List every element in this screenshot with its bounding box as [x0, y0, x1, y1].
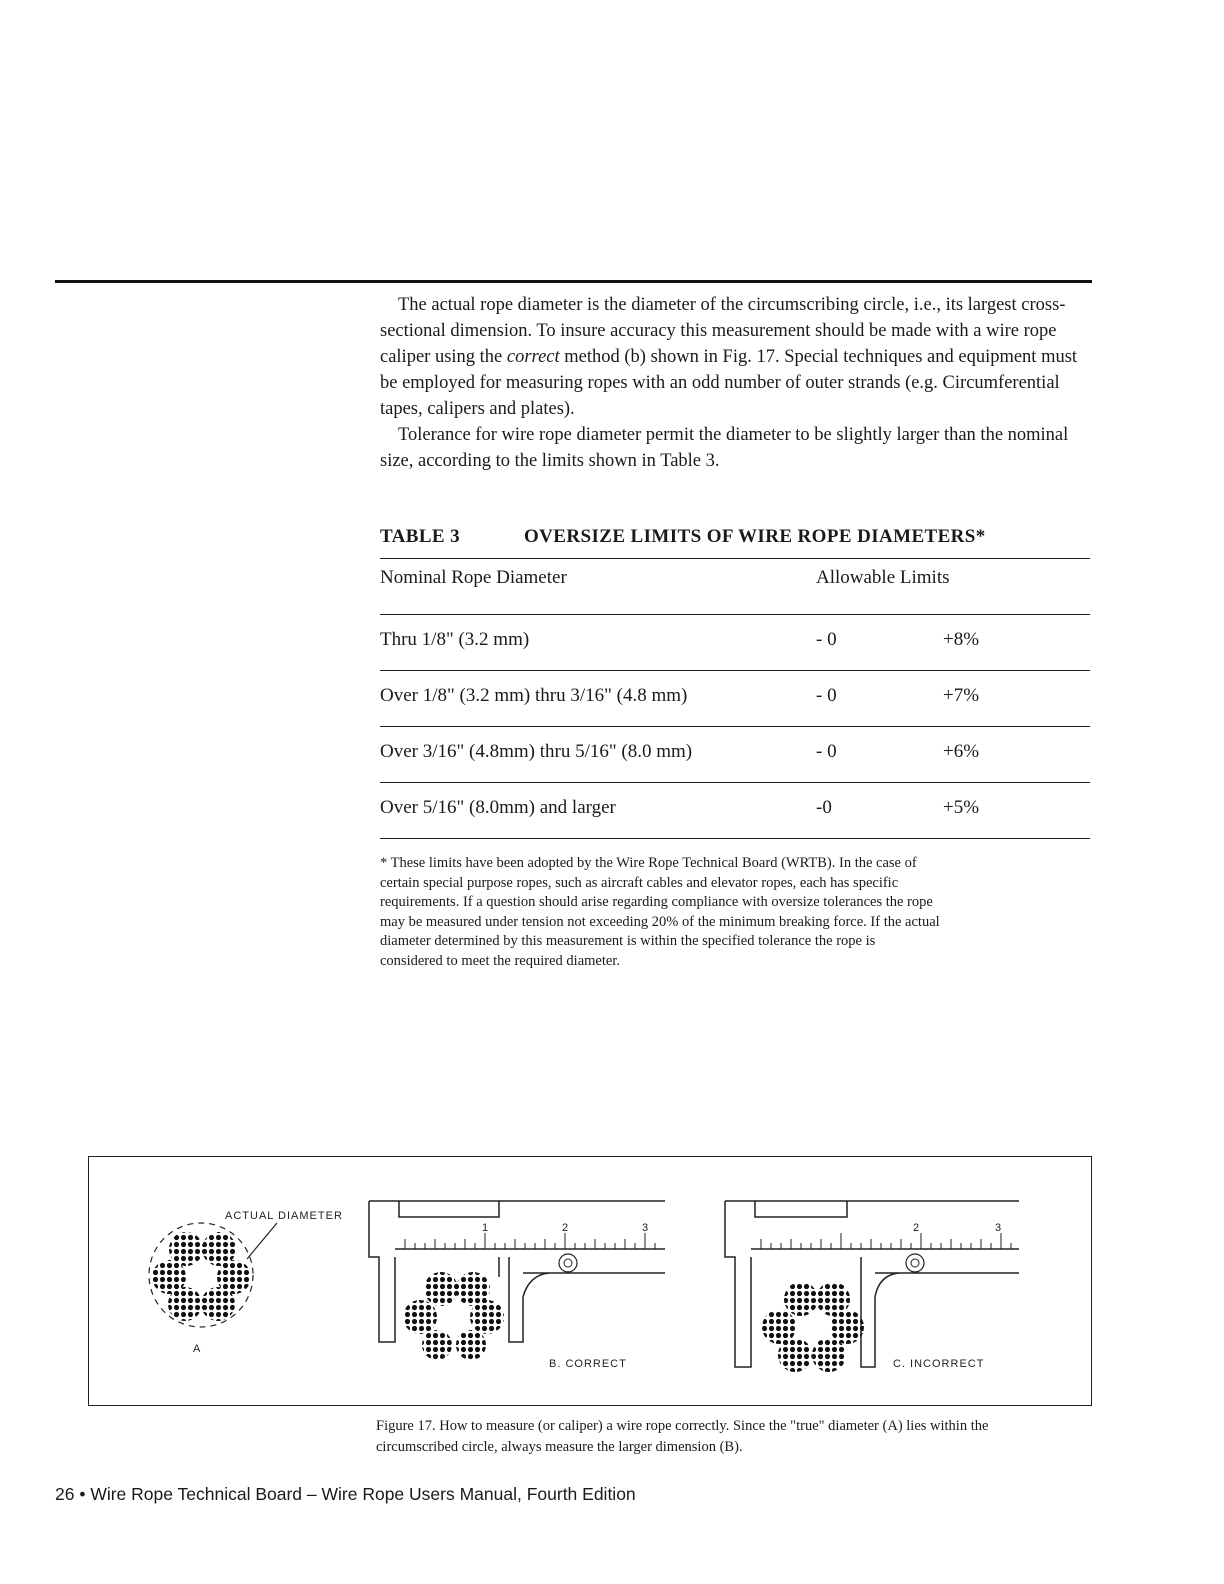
strand: [422, 1330, 452, 1360]
table-row: [380, 614, 1090, 670]
top-rule: [55, 280, 1092, 283]
figure-illustration: [89, 1157, 1091, 1405]
scale-label-1: 1: [482, 1222, 490, 1234]
thumb-wheel-center: [911, 1259, 919, 1267]
strand: [403, 1300, 437, 1334]
label-b-correct: B. CORRECT: [549, 1358, 627, 1370]
scale-label-3: 3: [642, 1222, 650, 1234]
page-footer: 26 • Wire Rope Technical Board – Wire Rope Users Manual, Fourth Edition: [55, 1484, 636, 1504]
body-text: [380, 292, 1092, 474]
para1-emphasis: correct: [506, 347, 560, 367]
row-diameter: Thru 1/8" (3.2 mm): [380, 629, 530, 650]
row-diameter: Over 1/8" (3.2 mm) thru 3/16" (4.8 mm): [380, 685, 688, 706]
table-row: [380, 670, 1090, 726]
row-plus-limit: +7%: [943, 685, 980, 706]
table-row: [380, 782, 1090, 839]
strand: [470, 1300, 504, 1334]
scale-label-2: 2: [562, 1222, 570, 1234]
thumb-wheel-center: [564, 1259, 572, 1267]
table-title-text: OVERSIZE LIMITS OF WIRE ROPE DIAMETERS*: [524, 526, 986, 547]
label-c-incorrect: C. INCORRECT: [893, 1358, 985, 1370]
strand: [456, 1330, 486, 1360]
strand: [784, 1282, 818, 1316]
row-diameter: Over 3/16" (4.8mm) thru 5/16" (8.0 mm): [380, 741, 693, 762]
caliper-scale-ticks: [405, 1233, 655, 1249]
table-number: TABLE 3: [380, 526, 461, 547]
caliper-sliding-jaw: [499, 1257, 549, 1342]
row-minus-limit: - 0: [816, 741, 837, 762]
label-a: A: [193, 1343, 202, 1355]
row-plus-limit: +6%: [943, 741, 980, 762]
para1-text-a: The actual rope diameter is the diameter of the circumscribing circle, i.e., its largest cross-sectional dimension. To insure accuracy this measurement should be made with a wire rope caliper using the: [380, 295, 1066, 367]
caliper-fixed-jaw: [725, 1201, 1019, 1367]
paragraph-1: [380, 292, 1092, 422]
table-header-row: [380, 558, 1090, 614]
caliper-scale-ticks: [761, 1233, 1011, 1249]
strand: [812, 1338, 846, 1372]
strand: [201, 1287, 235, 1321]
table-row: [380, 726, 1090, 782]
row-diameter: Over 5/16" (8.0mm) and larger: [380, 797, 616, 818]
strand: [424, 1272, 458, 1306]
thumb-wheel-icon: [559, 1254, 577, 1272]
oversize-limits-table: [380, 558, 1090, 839]
strand: [762, 1310, 796, 1344]
figure-caption: Figure 17. How to measure (or caliper) a wire rope correctly. Since the "true" diameter (A) lies within the circumscribed circle, always measure the larger dimension (B).: [376, 1418, 989, 1455]
label-actual-diameter: ACTUAL DIAMETER: [225, 1210, 343, 1222]
row-minus-limit: -0: [816, 797, 832, 818]
strand: [830, 1310, 864, 1344]
thumb-wheel-icon: [906, 1254, 924, 1272]
table-footnote: [380, 854, 940, 971]
row-minus-limit: - 0: [816, 685, 837, 706]
scale-label-2: 2: [913, 1222, 921, 1234]
table-title: [380, 526, 1092, 548]
panel-b-caliper-correct: [369, 1201, 665, 1370]
pointer-line: [247, 1223, 277, 1259]
row-plus-limit: +5%: [943, 797, 980, 818]
figure-17: [88, 1156, 1092, 1406]
row-minus-limit: - 0: [816, 629, 837, 650]
strand: [152, 1260, 186, 1294]
paragraph-2: Tolerance for wire rope diameter permit the diameter to be slightly larger than the nominal size, according to the limits shown in Table 3.: [380, 425, 1069, 471]
header-nominal-diameter: Nominal Rope Diameter: [380, 567, 567, 588]
para1-text-b: method (b) shown in Fig. 17. Special techniques and equipment must be employed for measuring ropes with an odd number of outer strands (e.g. Circumferential tapes, calipers and plates).: [380, 347, 1078, 419]
scale-label-3: 3: [995, 1222, 1003, 1234]
footnote-text: * These limits have been adopted by the Wire Rope Technical Board (WRTB). In the case of certain special purpose ropes, such as aircraft cables and elevator ropes, each has specific requirements. If a question should arise regarding compliance with oversize tolerances the rope may be measured under tension not exceeding 20% of the minimum breaking force. If the actual diameter determined by this measurement is within the specified tolerance the rope is considered to meet the required diameter.: [380, 855, 940, 969]
header-allowable-limits: Allowable Limits: [816, 567, 950, 588]
panel-c-caliper-incorrect: [725, 1201, 1019, 1372]
row-plus-limit: +8%: [943, 629, 980, 650]
panel-a-rope-section: [149, 1210, 343, 1355]
